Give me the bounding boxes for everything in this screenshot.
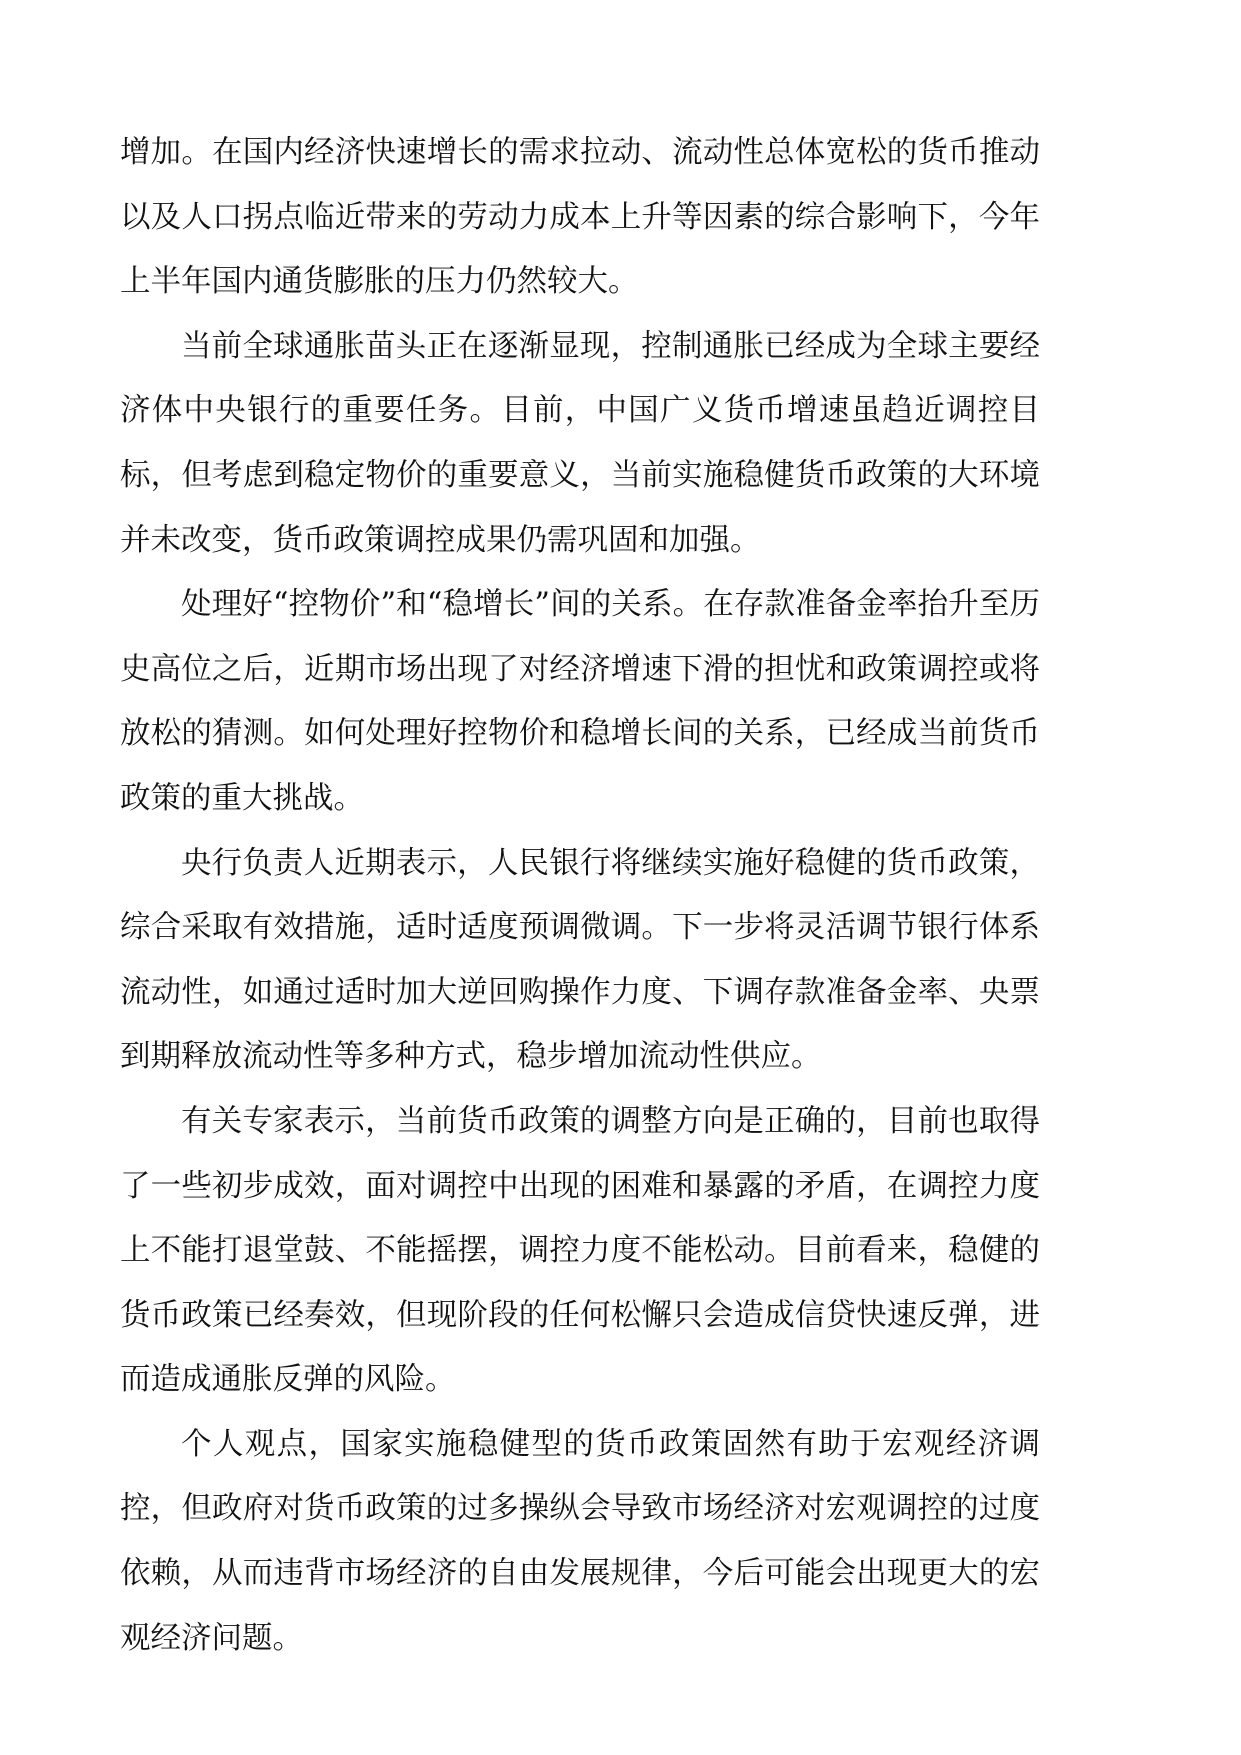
paragraph: 增加。在国内经济快速增长的需求拉动、流动性总体宽松的货币推动以及人口拐点临近带来的劳动力成本上升等因素的综合影响下，今年上半年国内通货膨胀的压力仍然较大。 — [120, 135, 1040, 300]
paragraph: 当前全球通胀苗头正在逐渐显现，控制通胀已经成为全球主要经济体中央银行的重要任务。目前，中国广义货币增速虽趋近调控目标，但考虑到稳定物价的重要意义，当前实施稳健货币政策的大环境并未改变，货币政策调控成果仍需巩固和加强。 — [120, 328, 1040, 558]
paragraph: 央行负责人近期表示，人民银行将继续实施好稳健的货币政策，综合采取有效措施，适时适度预调微调。下一步将灵活调节银行体系流动性，如通过适时加大逆回购操作力度、下调存款准备金率、央票到期释放流动性等多种方式，稳步增加流动性供应。 — [120, 845, 1040, 1075]
paragraph: 有关专家表示，当前货币政策的调整方向是正确的，目前也取得了一些初步成效，面对调控中出现的困难和暴露的矛盾，在调控力度上不能打退堂鼓、不能摇摆，调控力度不能松动。目前看来，稳健的货币政策已经奏效，但现阶段的任何松懈只会造成信贷快速反弹，进而造成通胀反弹的风险。 — [120, 1103, 1040, 1398]
document-body — [120, 121, 1040, 1671]
paragraph: 个人观点，国家实施稳健型的货币政策固然有助于宏观经济调控，但政府对货币政策的过多操纵会导致市场经济对宏观调控的过度依赖，从而违背市场经济的自由发展规律，今后可能会出现更大的宏观经济问题。 — [120, 1426, 1040, 1656]
paragraph: 处理好“控物价”和“稳增长”间的关系。在存款准备金率抬升至历史高位之后，近期市场出现了对经济增速下滑的担忧和政策调控或将放松的猜测。如何处理好控物价和稳增长间的关系，已经成当前货币政策的重大挑战。 — [120, 587, 1040, 816]
